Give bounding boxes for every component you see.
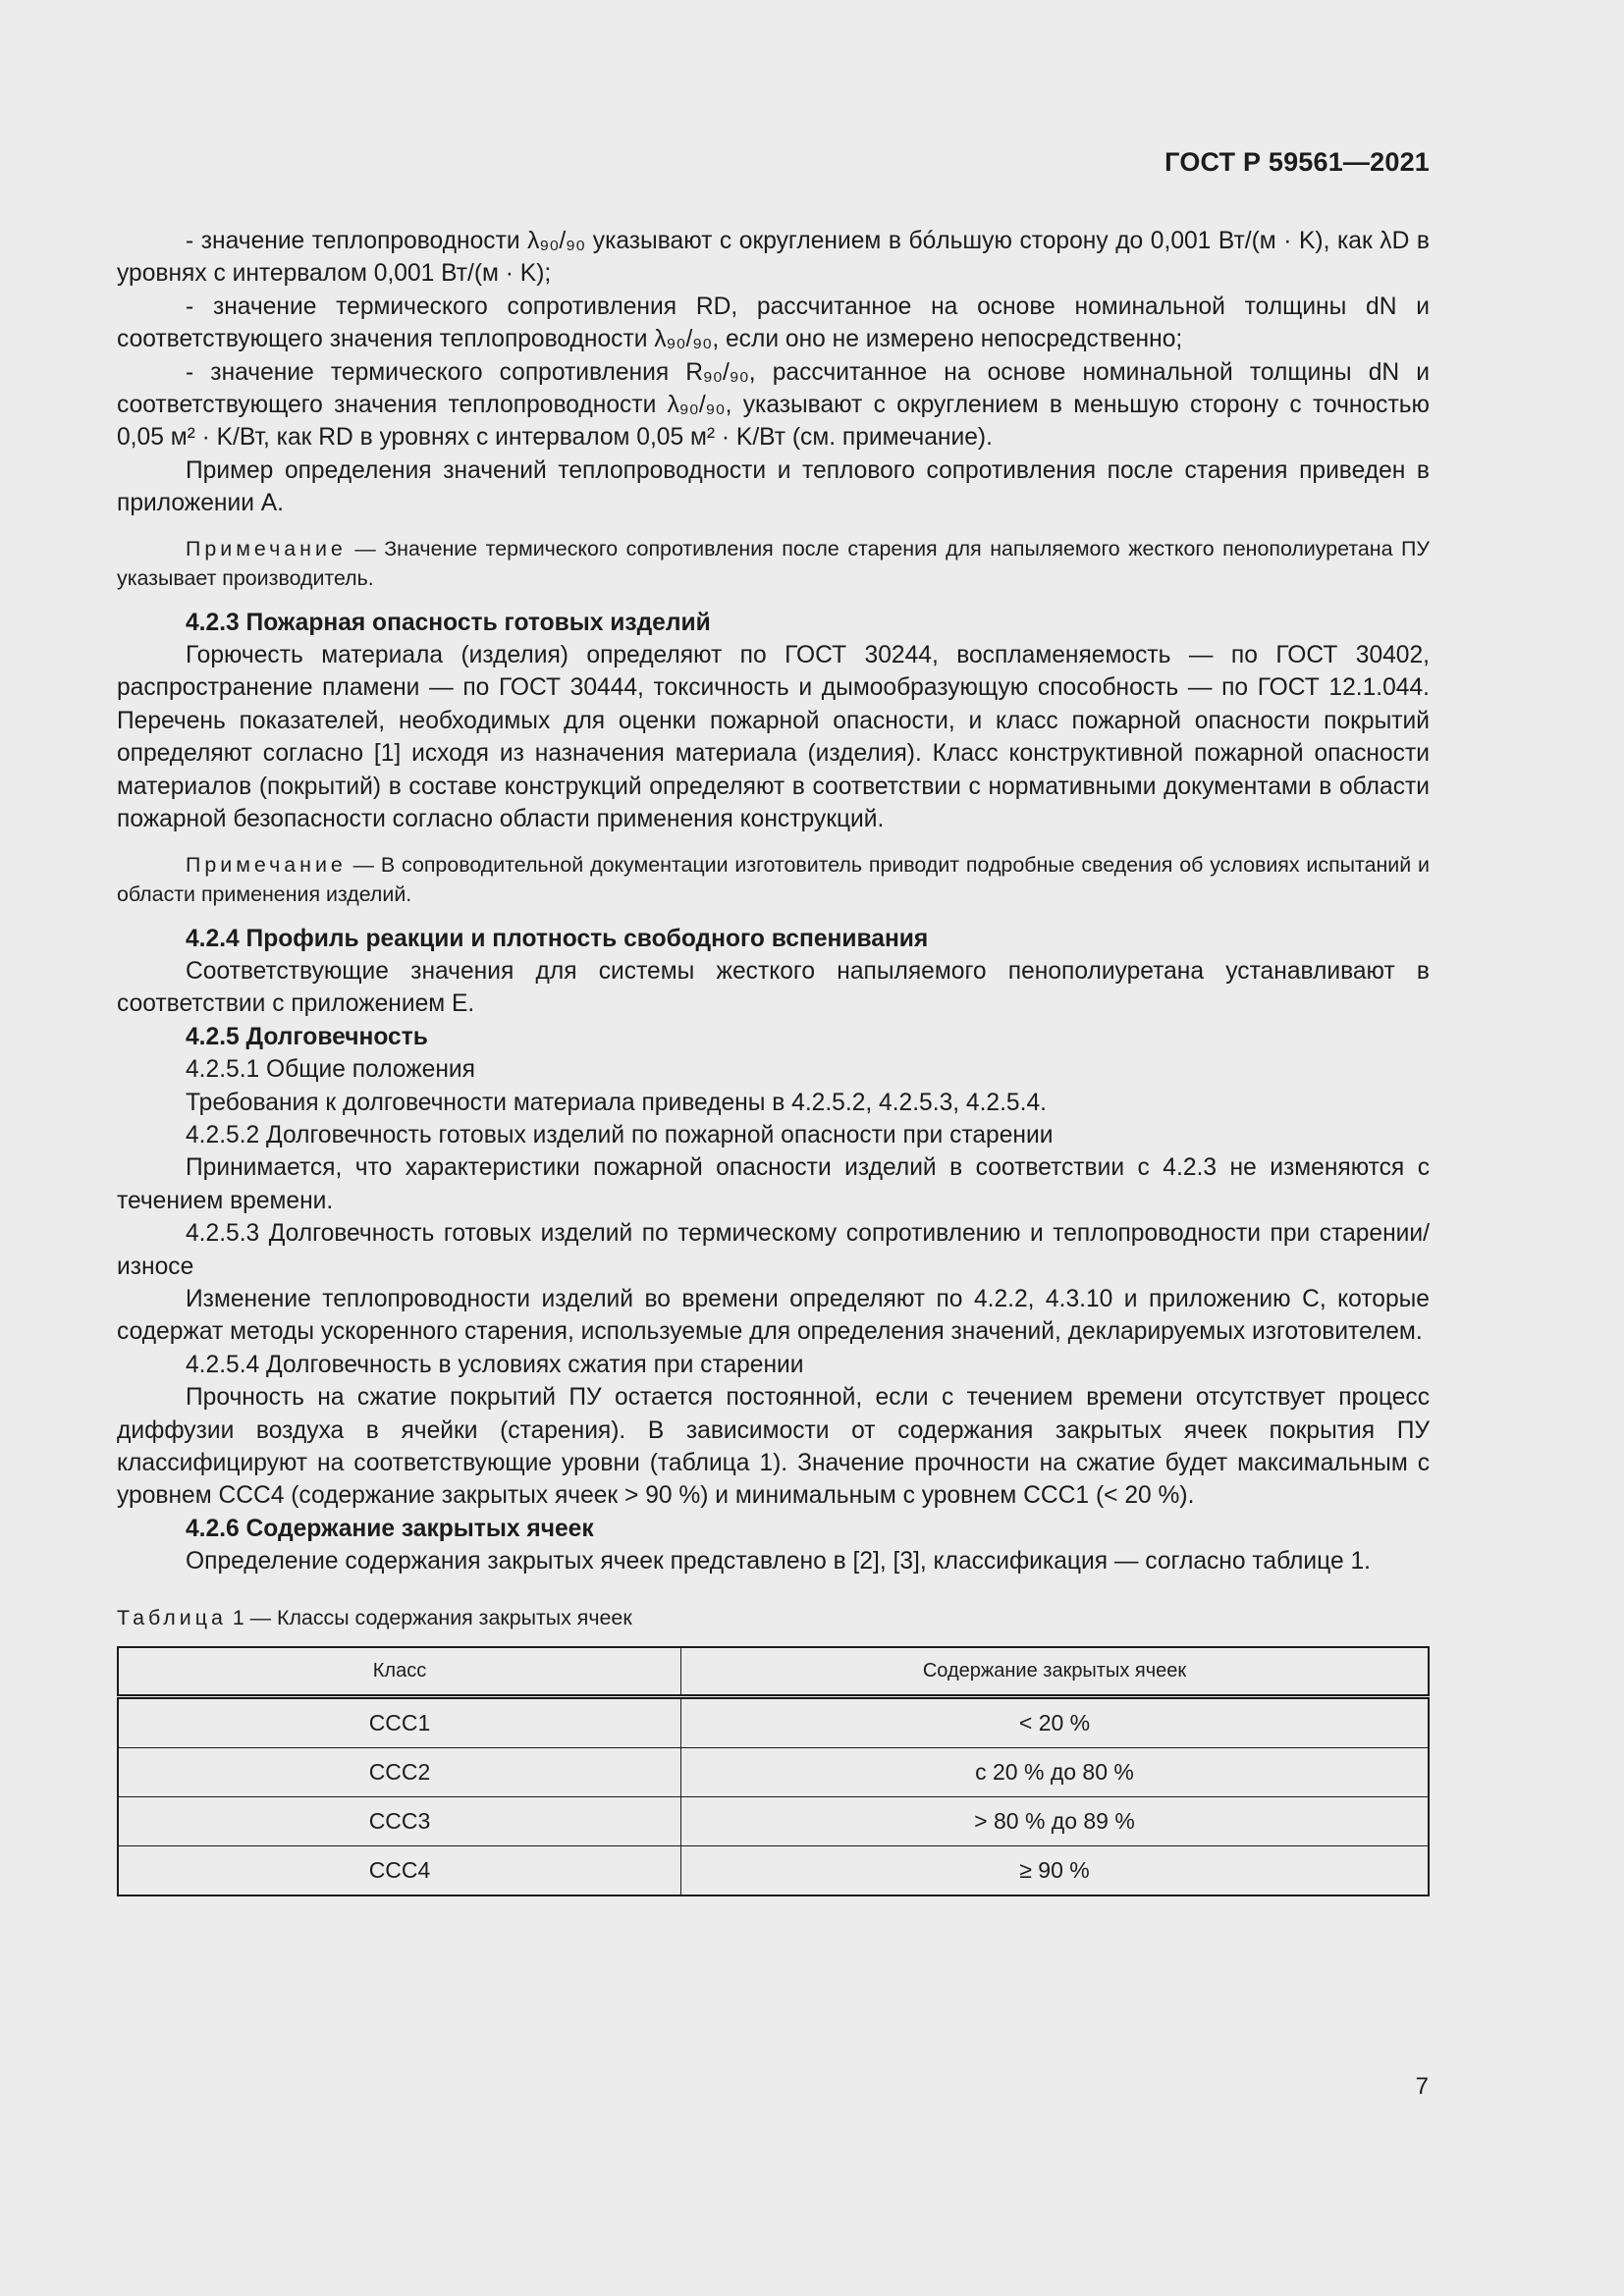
- note-1: [117, 534, 1430, 593]
- column-header-content: Содержание закрытых ячеек: [681, 1647, 1430, 1697]
- table-caption: [117, 1602, 1430, 1634]
- note-1-text: — Значение термического сопротивления после старения для напыляемого жесткого пенополиуретана ПУ указывает производитель.: [117, 536, 1430, 590]
- paragraph-example-reference: Пример определения значений теплопроводности и теплового сопротивления после старения приведен в приложении А.: [117, 456, 1430, 517]
- note-label: Примечание: [186, 852, 347, 877]
- paragraph-conductivity-change: Изменение теплопроводности изделий во времени определяют по 4.2.2, 4.3.10 и приложению С, которые содержат методы ускоренного старения, используемые для определения значений, декларируемых изготовителем.: [117, 1285, 1430, 1346]
- paragraph-fire-hazard: Горючесть материала (изделия) определяют по ГОСТ 30244, воспламеняемость — по ГОСТ 30402, распространение пламени — по ГОСТ 30444, токсичность и дымообразующую способность — по ГОСТ 12.1.044. Перечень показателей, необходимых для оценки пожарной опасности, и класс пожарной опасности покрытий определяют согласно [1] исходя из назначения материала (изделия). Класс конструктивной пожарной опасности материалов (покрытий) в составе конструкций определяют в соответствии с нормативными документами в области пожарной безопасности согласно области применения конструкций.: [117, 642, 1430, 833]
- heading-4-2-3: 4.2.3 Пожарная опасность готовых изделий: [186, 609, 711, 636]
- note-2-text: — В сопроводительной документации изготовитель приводит подробные сведения об условиях испытаний и области применения изделий.: [117, 852, 1430, 906]
- list-item-thermal-conductivity: - значение теплопроводности λ₉₀/₉₀ указывают с округлением в бóльшую сторону до 0,001 Вт/(м · K), как λD в уровнях с интервалом 0,001 Вт/(м · K);: [117, 228, 1430, 288]
- subheading-4-2-5-3: 4.2.5.3 Долговечность готовых изделий по термическому сопротивлению и теплопроводности при старении/износе: [117, 1220, 1430, 1280]
- list-item-thermal-resistance-rounding: - значение термического сопротивления R₉₀/₉₀, рассчитанное на основе номинальной толщины dN и соответствующего значения теплопроводности λ₉₀/₉₀, указывают с округлением в меньшую сторону с точностью 0,05 м² · K/Вт, как RD в уровнях с интервалом 0,05 м² · K/Вт (см. примечание).: [117, 358, 1430, 452]
- table-cell-class: ССС1: [118, 1697, 681, 1748]
- list-item-thermal-resistance: - значение термического сопротивления RD, рассчитанное на основе номинальной толщины dN и соответствующего значения теплопроводности λ₉₀/₉₀, если оно не измерено непосредственно;: [117, 293, 1430, 353]
- table-header-row: [118, 1647, 1429, 1697]
- paragraph-closed-cell-definition: Определение содержания закрытых ячеек представлено в [2], [3], классификация — согласно таблице 1.: [186, 1548, 1371, 1575]
- table-row: [118, 1748, 1429, 1797]
- table-cell-content: > 80 % до 89 %: [681, 1797, 1430, 1846]
- paragraph-durability-general: Требования к долговечности материала приведены в 4.2.5.2, 4.2.5.3, 4.2.5.4.: [186, 1089, 1047, 1116]
- heading-4-2-5: 4.2.5 Долговечность: [186, 1023, 428, 1050]
- table-row: [118, 1797, 1429, 1846]
- note-2: [117, 850, 1430, 909]
- table-cell-content: < 20 %: [681, 1697, 1430, 1748]
- table-caption-text: 1 — Классы содержания закрытых ячеек: [226, 1605, 632, 1629]
- page-number: 7: [1415, 2073, 1429, 2100]
- subheading-4-2-5-4: 4.2.5.4 Долговечность в условиях сжатия при старении: [186, 1351, 804, 1378]
- table-cell-class: ССС4: [118, 1846, 681, 1896]
- table-cell-content: с 20 % до 80 %: [681, 1748, 1430, 1797]
- subheading-4-2-5-2: 4.2.5.2 Долговечность готовых изделий по пожарной опасности при старении: [186, 1121, 1054, 1148]
- paragraph-reaction-profile: Соответствующие значения для системы жесткого напыляемого пенополиуретана устанавливают в соответствии с приложением Е.: [117, 957, 1430, 1018]
- column-header-class: Класс: [118, 1647, 681, 1697]
- body-text: [117, 225, 1430, 1896]
- table-caption-label: Таблица: [117, 1605, 227, 1629]
- paragraph-fire-durability: Принимается, что характеристики пожарной опасности изделий в соответствии с 4.2.3 не изменяются с течением времени.: [117, 1154, 1430, 1214]
- subheading-4-2-5-1: 4.2.5.1 Общие положения: [186, 1056, 475, 1084]
- table-cell-content: ≥ 90 %: [681, 1846, 1430, 1896]
- heading-4-2-6: 4.2.6 Содержание закрытых ячеек: [186, 1515, 594, 1542]
- standard-code: ГОСТ Р 59561—2021: [1164, 147, 1430, 177]
- closed-cell-classes-table: [117, 1646, 1430, 1896]
- note-label: Примечание: [186, 536, 347, 561]
- paragraph-compression-strength: Прочность на сжатие покрытий ПУ остается постоянной, если с течением времени отсутствует процесс диффузии воздуха в ячейки (старения). В зависимости от содержания закрытых ячеек покрытия ПУ классифицируют на соответствующие уровни (таблица 1). Значение прочности на сжатие будет максимальным с уровнем ССС4 (содержание закрытых ячеек > 90 %) и минимальным с уровнем ССС1 (< 20 %).: [117, 1384, 1430, 1510]
- table-row: [118, 1697, 1429, 1748]
- heading-4-2-4: 4.2.4 Профиль реакции и плотность свободного вспенивания: [186, 925, 929, 952]
- table-cell-class: ССС2: [118, 1748, 681, 1797]
- table-row: [118, 1846, 1429, 1896]
- table-cell-class: ССС3: [118, 1797, 681, 1846]
